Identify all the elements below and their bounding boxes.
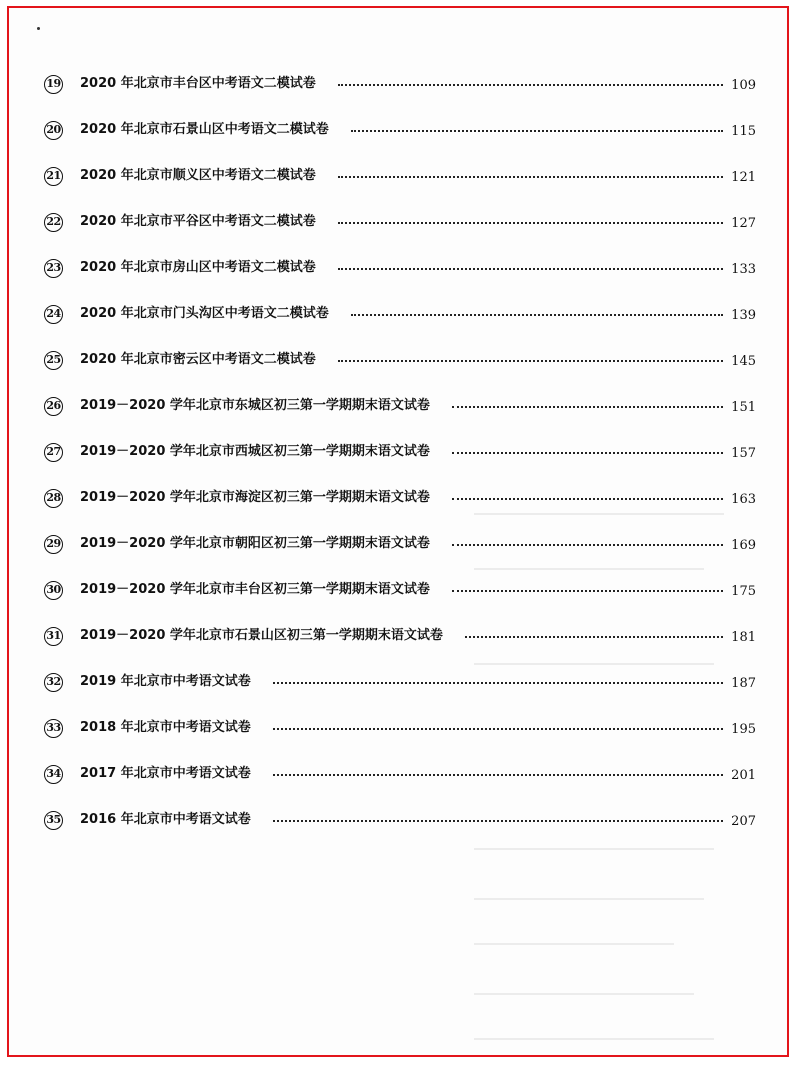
toc-entry[interactable] — [44, 211, 756, 257]
toc-entry[interactable] — [44, 119, 756, 165]
dot-leader — [273, 774, 723, 776]
entry-title: 2020 年北京市丰台区中考语文二模试卷 — [80, 76, 316, 91]
toc-entry[interactable] — [44, 763, 756, 809]
entry-title: 2019－2020 学年北京市丰台区初三第一学期期末语文试卷 — [80, 582, 430, 597]
dot-leader — [452, 498, 723, 500]
dot-leader — [452, 590, 723, 592]
toc-entry[interactable] — [44, 625, 756, 671]
entry-page-number: 181 — [731, 630, 756, 645]
entry-title: 2019－2020 学年北京市朝阳区初三第一学期期末语文试卷 — [80, 536, 430, 551]
show-through-line — [474, 943, 674, 945]
entry-number-badge: 28 — [44, 489, 63, 508]
entry-number-badge: 26 — [44, 397, 63, 416]
entry-page-number: 151 — [731, 400, 756, 415]
entry-number-badge: 32 — [44, 673, 63, 692]
entry-page-number: 175 — [731, 584, 756, 599]
entry-number-badge: 29 — [44, 535, 63, 554]
dot-leader — [452, 406, 723, 408]
dot-leader — [465, 636, 723, 638]
entry-title: 2019－2020 学年北京市海淀区初三第一学期期末语文试卷 — [80, 490, 430, 505]
show-through-line — [474, 993, 694, 995]
dot-leader — [351, 130, 723, 132]
entry-page-number: 115 — [731, 124, 756, 139]
show-through-line — [474, 898, 704, 900]
entry-page-number: 207 — [731, 814, 756, 829]
entry-page-number: 145 — [731, 354, 756, 369]
toc-entry[interactable] — [44, 809, 756, 855]
dot-leader — [273, 682, 723, 684]
entry-page-number: 163 — [731, 492, 756, 507]
ink-speck — [37, 27, 40, 30]
toc-entry[interactable] — [44, 487, 756, 533]
dot-leader — [273, 728, 723, 730]
entry-page-number: 127 — [731, 216, 756, 231]
entry-page-number: 109 — [731, 78, 756, 93]
entry-number-badge: 35 — [44, 811, 63, 830]
entry-title: 2018 年北京市中考语文试卷 — [80, 720, 251, 735]
entry-page-number: 133 — [731, 262, 756, 277]
toc-entry[interactable] — [44, 579, 756, 625]
entry-number-badge: 33 — [44, 719, 63, 738]
entry-title: 2016 年北京市中考语文试卷 — [80, 812, 251, 827]
entry-number-badge: 20 — [44, 121, 63, 140]
dot-leader — [452, 544, 723, 546]
entry-title: 2019－2020 学年北京市石景山区初三第一学期期末语文试卷 — [80, 628, 443, 643]
toc-entry[interactable] — [44, 303, 756, 349]
dot-leader — [338, 360, 723, 362]
dot-leader — [273, 820, 723, 822]
dot-leader — [452, 452, 723, 454]
dot-leader — [338, 84, 723, 86]
entry-number-badge: 23 — [44, 259, 63, 278]
toc-entry[interactable] — [44, 671, 756, 717]
toc-entry[interactable] — [44, 717, 756, 763]
show-through-line — [474, 1038, 714, 1040]
dot-leader — [338, 176, 723, 178]
dot-leader — [338, 222, 723, 224]
entry-number-badge: 34 — [44, 765, 63, 784]
entry-title: 2020 年北京市房山区中考语文二模试卷 — [80, 260, 316, 275]
toc-entry[interactable] — [44, 257, 756, 303]
entry-title: 2019－2020 学年北京市西城区初三第一学期期末语文试卷 — [80, 444, 430, 459]
entry-number-badge: 25 — [44, 351, 63, 370]
entry-title: 2017 年北京市中考语文试卷 — [80, 766, 251, 781]
entry-number-badge: 24 — [44, 305, 63, 324]
entry-number-badge: 21 — [44, 167, 63, 186]
toc-entry[interactable] — [44, 165, 756, 211]
entry-page-number: 169 — [731, 538, 756, 553]
entry-number-badge: 30 — [44, 581, 63, 600]
entry-page-number: 121 — [731, 170, 756, 185]
entry-title: 2020 年北京市顺义区中考语文二模试卷 — [80, 168, 316, 183]
entry-page-number: 201 — [731, 768, 756, 783]
toc-entry[interactable] — [44, 349, 756, 395]
entry-page-number: 187 — [731, 676, 756, 691]
entry-page-number: 157 — [731, 446, 756, 461]
entry-title: 2020 年北京市石景山区中考语文二模试卷 — [80, 122, 329, 137]
dot-leader — [338, 268, 723, 270]
toc-entry[interactable] — [44, 73, 756, 119]
entry-title: 2019 年北京市中考语文试卷 — [80, 674, 251, 689]
entry-number-badge: 22 — [44, 213, 63, 232]
entry-number-badge: 27 — [44, 443, 63, 462]
entry-title: 2019－2020 学年北京市东城区初三第一学期期末语文试卷 — [80, 398, 430, 413]
entry-number-badge: 31 — [44, 627, 63, 646]
entry-page-number: 139 — [731, 308, 756, 323]
entry-number-badge: 19 — [44, 75, 63, 94]
entry-title: 2020 年北京市门头沟区中考语文二模试卷 — [80, 306, 329, 321]
toc-entry[interactable] — [44, 395, 756, 441]
entry-title: 2020 年北京市密云区中考语文二模试卷 — [80, 352, 316, 367]
table-of-contents — [44, 73, 756, 855]
toc-entry[interactable] — [44, 533, 756, 579]
entry-page-number: 195 — [731, 722, 756, 737]
toc-entry[interactable] — [44, 441, 756, 487]
dot-leader — [351, 314, 723, 316]
entry-title: 2020 年北京市平谷区中考语文二模试卷 — [80, 214, 316, 229]
